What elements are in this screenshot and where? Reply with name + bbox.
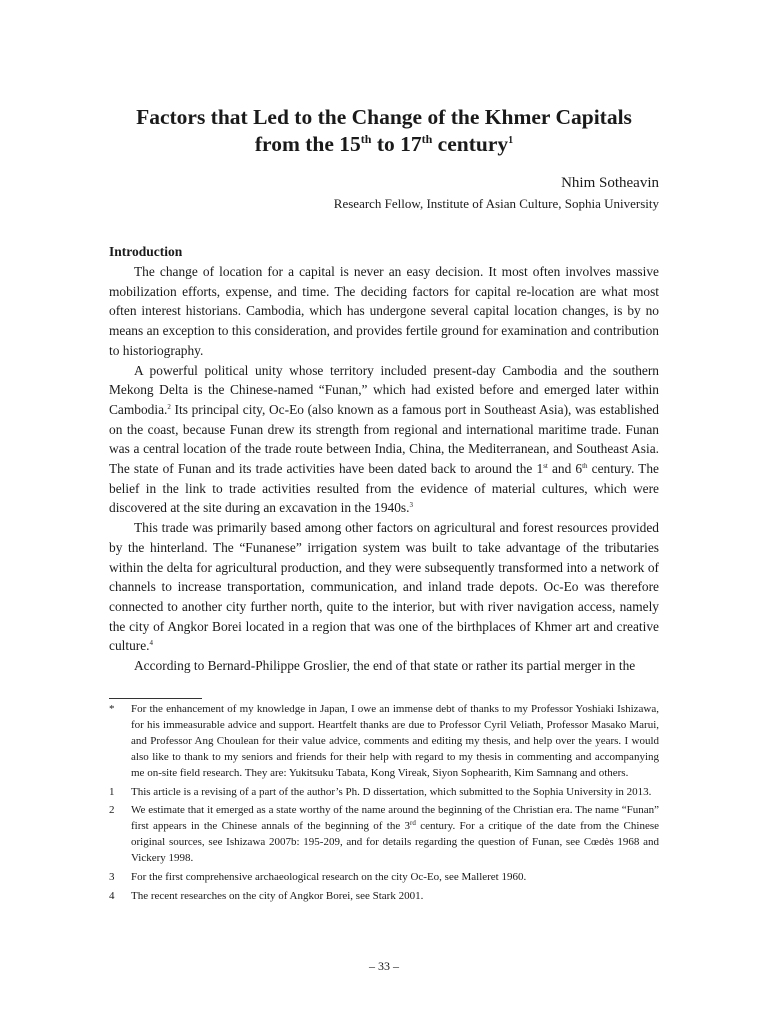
footnote-ref[interactable]: 3	[409, 501, 413, 510]
title-footnote-ref[interactable]: 1	[508, 135, 514, 146]
footnote-text: For the first comprehensive archaeological research on the city Oc-Eo, see Malleret 1960.	[131, 871, 527, 884]
title-superscript: th	[360, 132, 372, 146]
paragraph-text: A powerful political unity whose territory included present-day Cambodia and the southern Mekong Delta is the Chinese-named “Funan,” which had existed before and emerged later within Cambodia.	[109, 362, 659, 417]
footnote-item	[109, 803, 659, 867]
footnote-text: The recent researches on the city of Angkor Borei, see Stark 2001.	[131, 889, 424, 902]
footnote-item	[109, 785, 659, 801]
paragraph-text: Its principal city, Oc-Eo (also known as a famous port in Southeast Asia), was established on the coast, because Funan drew its strength from regional and international maritime trade. Funan was a central location of the trade route between India, China, the Mediterranean, and Southeast Asia. The state of Funan and its trade activities have been dated back to around the 1	[109, 401, 659, 477]
author-name: Nhim Sotheavin	[561, 175, 659, 191]
ordinal-superscript: st	[543, 462, 548, 471]
footnote-ref[interactable]: 4	[149, 639, 154, 648]
paragraph	[109, 518, 659, 656]
footnote-ref[interactable]: 2	[167, 402, 171, 411]
ordinal-superscript: rd	[410, 819, 416, 828]
page-number: – 33 –	[369, 959, 399, 973]
article-title	[60, 104, 708, 158]
title-superscript: th	[421, 132, 433, 146]
footnotes	[109, 702, 659, 908]
paragraph	[109, 361, 659, 519]
footnote-text	[131, 803, 659, 867]
section-heading: Introduction	[109, 244, 183, 259]
author-affiliation: Research Fellow, Institute of Asian Culture, Sophia University	[333, 196, 659, 211]
footnote-text-part: century. For a critique of the date from the Chinese original sources, see Ishizawa 2007b: 195-209, and for details regarding the question of Funan, see Cœdès 1968 and Vickery 1998.	[131, 820, 659, 865]
footnote-item	[109, 889, 659, 905]
paragraph: According to Bernard-Philippe Groslier, the end of that state or rather its partial merger in the	[134, 658, 636, 674]
title-text: from the 15	[254, 132, 361, 156]
footnote-mark: 1	[109, 785, 115, 798]
ordinal-superscript: th	[582, 462, 588, 471]
footnote-mark: 2	[109, 804, 115, 817]
footnote-mark: 4	[109, 889, 115, 902]
footnote-mark: 3	[109, 871, 115, 884]
paragraph-text: This trade was primarily based among other factors on agricultural and forest resources provided by the hinterland. The “Funanese” irrigation system was built to take advantage of the tributaries within the delta for agricultural production, and they were subsequently transformed into a network of channels to increase transportation, communication, and inland trade depots. Oc-Eo was therefore connected to another city further north, quite to the interior, but with river navigation access, namely the city of Angkor Borei located in a region that was one of the birthplaces of Khmer art and creative culture.	[109, 520, 659, 654]
footnote-item	[109, 870, 659, 886]
title-line-2	[255, 132, 513, 156]
footnote-divider	[109, 698, 202, 699]
title-text: century	[432, 132, 509, 156]
body-text	[109, 262, 659, 676]
paragraph-text: century. The belief in the link to trade activities resulted from the evidence of material cultures, which were discovered at the site during an excavation in the 1940s.	[109, 461, 659, 516]
footnote-text: This article is a revising of a part of the author’s Ph. D dissertation, which submitted to the Sophia University in 2013.	[131, 785, 652, 798]
title-line-1: Factors that Led to the Change of the Khmer Capitals	[136, 105, 632, 129]
paragraph-text: and 6	[547, 461, 583, 477]
footnote-text-part: We estimate that it emerged as a state worthy of the name around the beginning of the Christian era. The name “Funan” first appears in the Chinese annals of the beginning of the 3	[131, 804, 659, 833]
paragraph: The change of location for a capital is never an easy decision. It most often involves massive mobilization efforts, expense, and time. The deciding factors for capital re-location are what most often interest historians. Cambodia, which has undergone several capital location changes, is by no means an exception to this consideration, and provides fertile ground for examination and contribution to historiography.	[109, 264, 659, 358]
footnote-text: For the enhancement of my knowledge in Japan, I owe an immense debt of thanks to my Professor Yoshiaki Ishizawa, for his immeasurable advice and support. Heartfelt thanks are due to Professor Cyril Veliath, Professor Masako Marui, and Professor Ang Choulean for their value advice, comments and editing my thesis, and help over the years. I would also like to thank to my seniors and friends for their help with regard to my thesis in commenting and accompanying me on-site field research. They are: Yukitsuku Tabata, Kong Vireak, Siyon Sophearith, Kim Samnang and others.	[131, 703, 659, 779]
title-text: to 17	[371, 132, 422, 156]
footnote-item	[109, 702, 659, 782]
footnote-mark: *	[109, 703, 115, 715]
